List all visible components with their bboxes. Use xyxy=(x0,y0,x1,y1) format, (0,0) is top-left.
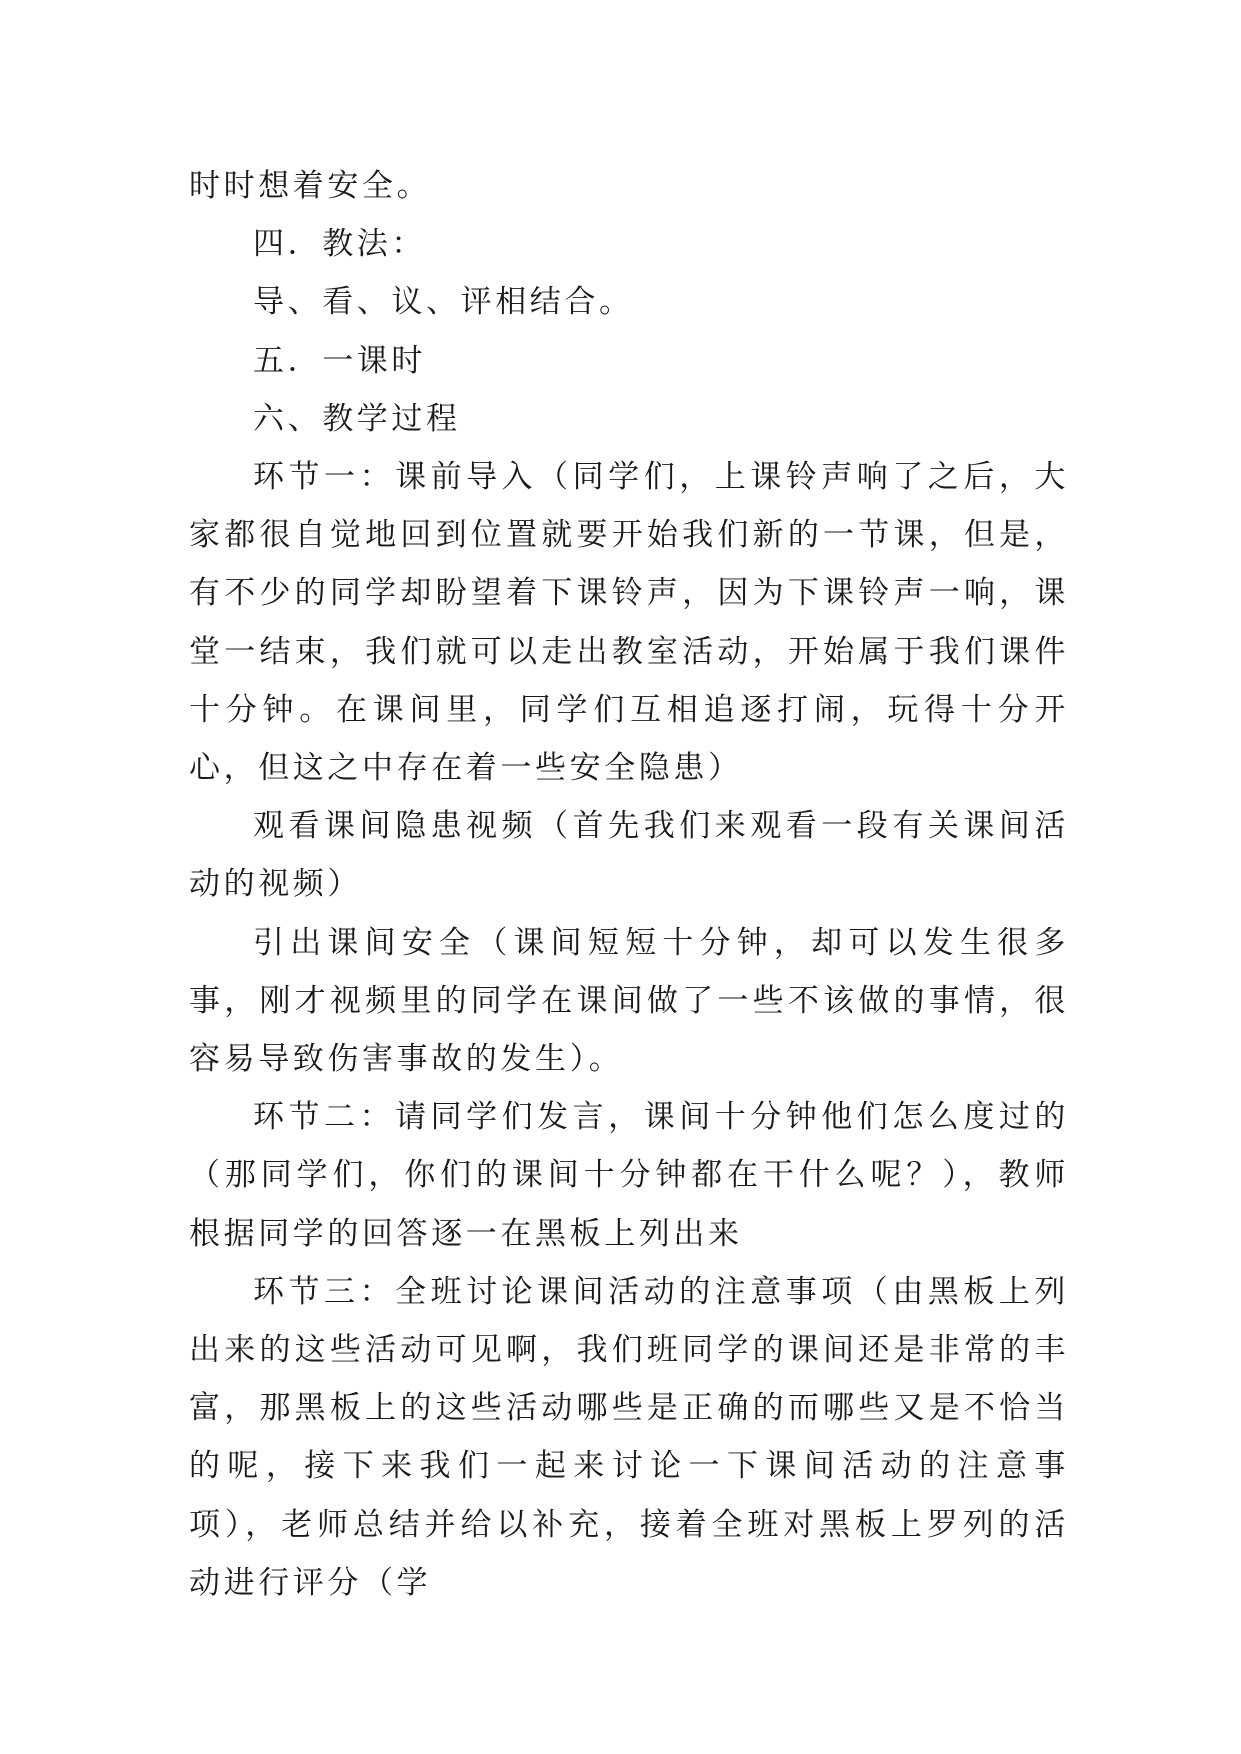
paragraph-teaching-method: 导、看、议、评相结合。 xyxy=(253,284,634,321)
paragraph-watch-video: 观看课间隐患视频（首先我们来观看一段有关课间活动的视频） xyxy=(189,808,1069,903)
paragraph-class-hours: 五．一课时 xyxy=(253,342,426,379)
paragraph-continuation: 时时想着安全。 xyxy=(189,168,432,204)
paragraph-step-three: 环节三：全班讨论课间活动的注意事项（由黑板上列出来的这些活动可见啊，我们班同学的课间还是非常的丰富，那黑板上的这些活动哪些是正确的而哪些又是不恰当的呢，接下来我们一起来讨论一下课间活动的注意事项），老师总结并给以补充，接着全班对黑板上罗列的活动进行评分（学 xyxy=(189,1273,1069,1601)
paragraph-introduce-safety: 引出课间安全（课间短短十分钟，却可以发生很多事，刚才视频里的同学在课间做了一些不该做的事情，很容易导致伤害事故的发生）。 xyxy=(189,924,1069,1078)
paragraph-teaching-method-heading: 四．教法： xyxy=(253,226,426,263)
paragraph-step-two: 环节二：请同学们发言，课间十分钟他们怎么度过的（那同学们，你们的课间十分钟都在干什么呢？），教师根据同学的回答逐一在黑板上列出来 xyxy=(189,1099,1069,1252)
paragraph-process-heading: 六、教学过程 xyxy=(253,400,461,437)
document-body xyxy=(189,157,1069,1612)
paragraph-step-one: 环节一：课前导入（同学们，上课铃声响了之后，大家都很自觉地回到位置就要开始我们新的一节课，但是，有不少的同学却盼望着下课铃声，因为下课铃声一响，课堂一结束，我们就可以走出教室活动，开始属于我们课件十分钟。在课间里，同学们互相追逐打闹，玩得十分开心，但这之中存在着一些安全隐患） xyxy=(189,459,1069,787)
